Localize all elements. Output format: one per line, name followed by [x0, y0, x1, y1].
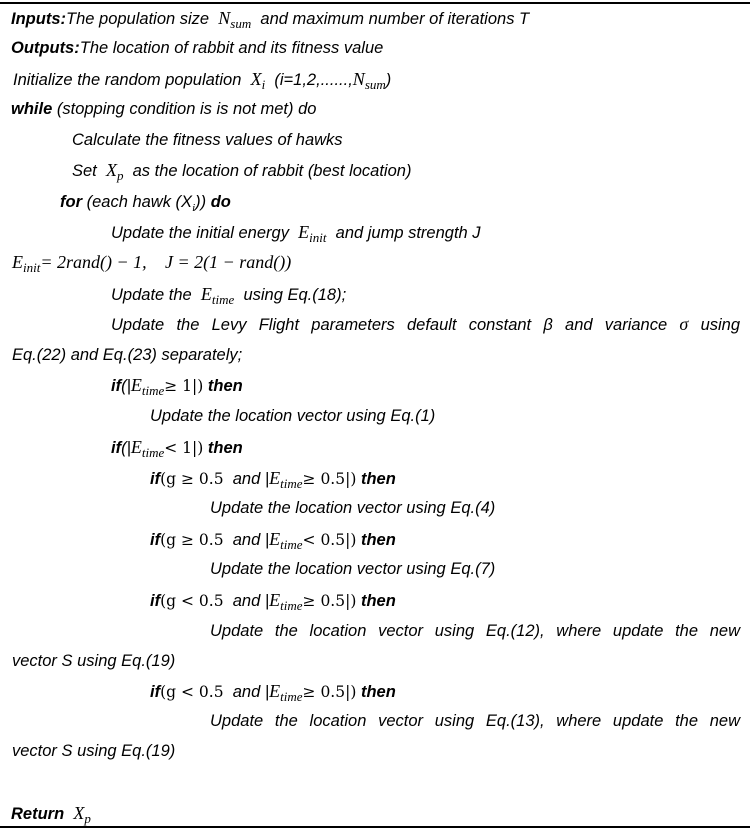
then-keyword: then: [360, 683, 396, 701]
return-var: X: [73, 803, 85, 823]
update-etime-a: Update the: [111, 286, 192, 304]
while-line: [11, 99, 316, 119]
if6-line: [150, 681, 396, 707]
if4-line: [150, 529, 396, 555]
calc-fitness-line: [72, 130, 343, 150]
init-text: Initialize the random population: [13, 71, 242, 89]
upd-eq13-line-1: [210, 711, 740, 731]
sub-time: time: [211, 292, 235, 307]
if4-and: and |: [232, 531, 270, 549]
top-rule: [0, 2, 750, 4]
eq-j: J = 2(1 − rand()): [164, 252, 292, 272]
upd-eq13-b: vector S using Eq.(19): [12, 742, 176, 760]
if3-var: E: [269, 468, 281, 488]
then-keyword: then: [207, 377, 243, 395]
upd-eq7-text: Update the location vector using Eq.(7): [210, 560, 496, 578]
inputs-text-b: and maximum number of iterations T: [260, 10, 530, 28]
if5-sub: time: [280, 598, 303, 613]
if-keyword: if: [111, 439, 122, 457]
if-keyword: if: [150, 470, 161, 488]
then-keyword: then: [207, 439, 243, 457]
return-keyword: Return: [11, 805, 65, 823]
update-etime-b: using Eq.(18);: [243, 286, 347, 304]
return-sub: p: [84, 811, 91, 826]
if1-b: ≥ 1|): [164, 377, 204, 395]
if5-and: and |: [232, 592, 270, 610]
upd-eq1-text: Update the location vector using Eq.(1): [150, 407, 436, 425]
inputs-line: [11, 8, 529, 34]
var-n: N: [218, 8, 231, 28]
sub-p: p: [116, 168, 124, 183]
if4-a: (g ≥ 0.5: [160, 531, 224, 549]
then-keyword: then: [360, 470, 396, 488]
inputs-label: Inputs:: [11, 10, 66, 28]
if5-a: (g < 0.5: [160, 592, 224, 610]
if4-b: < 0.5|): [302, 531, 357, 549]
levy-line-2: [12, 345, 242, 365]
if2-line: [111, 437, 243, 463]
sub-sum2: sum: [364, 77, 386, 92]
set-line: [72, 160, 411, 186]
levy-using: using: [700, 316, 741, 334]
if-keyword: if: [150, 683, 161, 701]
for-do-keyword: do: [210, 193, 231, 211]
init-line: [13, 69, 391, 95]
inputs-text-a: The population size: [66, 10, 210, 28]
for-cond-a: (each hawk (X: [86, 193, 193, 211]
upd-eq7-line: [210, 559, 495, 579]
levy-line2-text: Eq.(22) and Eq.(23) separately;: [12, 346, 243, 364]
if3-line: [150, 468, 396, 494]
if1-a: (|: [121, 377, 131, 395]
sub-sum: sum: [230, 16, 252, 31]
while-keyword: while: [11, 100, 53, 118]
if5-line: [150, 590, 396, 616]
if6-b: ≥ 0.5|): [302, 683, 357, 701]
then-keyword: then: [360, 531, 396, 549]
outputs-text: The location of rabbit and its fitness value: [79, 39, 384, 57]
if2-a: (|: [121, 439, 131, 457]
if2-b: < 1|): [164, 439, 204, 457]
levy-line-1: [111, 314, 740, 335]
upd-eq12-line-1: [210, 621, 740, 641]
upd-eq12-a: Update the location vector using Eq.(12), where update the new: [210, 622, 740, 640]
calc-fitness-text: Calculate the fitness values of hawks: [72, 131, 343, 149]
if-keyword: if: [150, 592, 161, 610]
for-keyword: for: [60, 193, 82, 211]
init-range-a: (i=1,2,......,: [274, 71, 353, 89]
eq-var-e: E: [12, 252, 23, 272]
if5-b: ≥ 0.5|): [302, 592, 357, 610]
then-keyword: then: [360, 592, 396, 610]
upd-eq12-b: vector S using Eq.(19): [12, 652, 176, 670]
var-x: X: [250, 69, 262, 89]
if6-and: and |: [232, 683, 270, 701]
init-range-b: ): [385, 71, 392, 89]
set-rest: as the location of rabbit (best location): [132, 162, 412, 180]
var-x-p: X: [105, 160, 117, 180]
update-etime-line: [111, 284, 346, 310]
eq-e-rhs: = 2rand() − 1,: [40, 252, 147, 272]
update-energy-a: Update the initial energy: [111, 224, 289, 242]
if4-sub: time: [280, 537, 303, 552]
sub-init: init: [309, 230, 327, 245]
var-e-init: E: [298, 222, 310, 242]
if6-sub: time: [280, 689, 303, 704]
var-n2: N: [352, 69, 365, 89]
upd-eq12-line-2: [12, 651, 175, 671]
if1-line: [111, 375, 243, 401]
for-line: [60, 192, 231, 218]
upd-eq13-line-2: [12, 741, 175, 761]
upd-eq13-a: Update the location vector using Eq.(13), where update the new: [210, 712, 740, 730]
for-cond-b: )): [195, 193, 207, 211]
if2-var: E: [130, 437, 142, 457]
update-energy-line: [111, 222, 481, 248]
set-text: Set: [72, 162, 97, 180]
if-keyword: if: [111, 377, 122, 395]
if1-var: E: [130, 375, 142, 395]
if3-a: (g ≥ 0.5: [160, 470, 224, 488]
if6-a: (g < 0.5: [160, 683, 224, 701]
bottom-rule: [0, 826, 750, 828]
if5-var: E: [269, 590, 281, 610]
eq-sub-init: init: [23, 260, 41, 275]
outputs-label: Outputs:: [11, 39, 80, 57]
if2-sub: time: [141, 445, 165, 460]
energy-equation: [12, 252, 291, 278]
sub-i: i: [261, 77, 266, 92]
for-sub-i: i: [192, 202, 196, 214]
if-keyword: if: [150, 531, 161, 549]
update-energy-b: and jump strength J: [335, 224, 481, 242]
if3-sub: time: [280, 476, 303, 491]
if3-and: and |: [232, 470, 270, 488]
sigma-symbol: σ: [679, 314, 689, 334]
var-e-time: E: [200, 284, 212, 304]
if1-sub: time: [141, 383, 165, 398]
upd-eq4-text: Update the location vector using Eq.(4): [210, 499, 496, 517]
outputs-line: [11, 38, 383, 58]
if4-var: E: [269, 529, 281, 549]
if6-var: E: [269, 681, 281, 701]
while-cond: (stopping condition is is not met): [56, 100, 294, 118]
levy-text: Update the Levy Flight parameters default constant β and variance: [111, 316, 668, 334]
do-keyword: do: [298, 100, 317, 118]
upd-eq1-line: [150, 406, 435, 426]
if3-b: ≥ 0.5|): [302, 470, 357, 488]
upd-eq4-line: [210, 498, 495, 518]
